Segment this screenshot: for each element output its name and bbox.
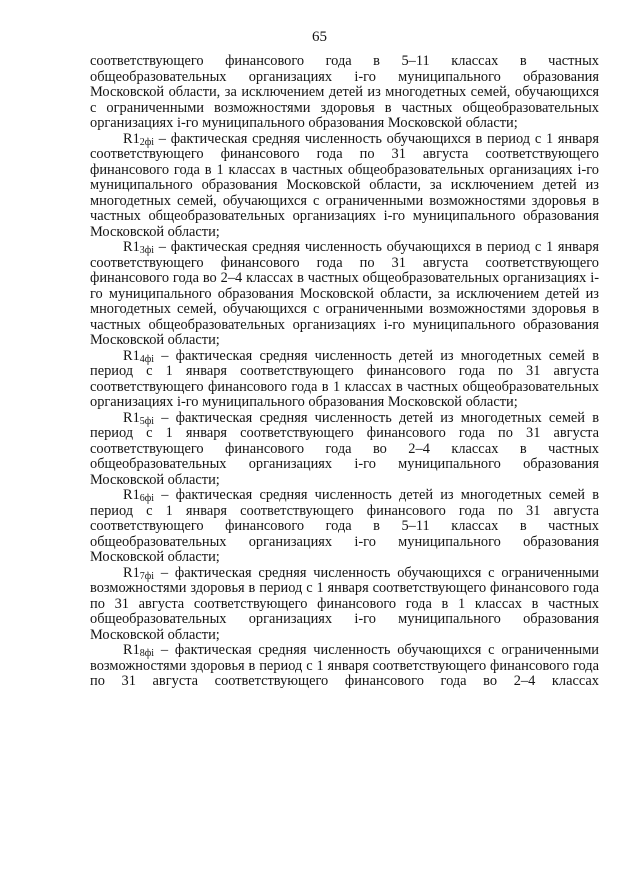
variable-symbol: $R1_{8фi}$ xyxy=(123,642,155,659)
paragraph-r1-7 xyxy=(90,566,599,644)
paragraph-text: – фактическая средняя численность обучающихся в период с 1 января соответствующего финансового года по 31 августа соответствующего финансового года в 1 классах в частных общеобразовательных организациях i-го муниципального образования Московской области, за исключением детей из многодетных семей, обучающихся с ограниченными возможностями здоровья в частных общеобразовательных организациях i-го муниципального образования Московской области; xyxy=(90,130,599,240)
paragraph-continuation xyxy=(90,54,599,132)
paragraph-text: – фактическая средняя численность обучающихся с ограниченными возможностями здоровья в период с 1 января соответствующего финансового года по 31 августа соответствующего финансового года в 1 классах в частных общеобразовательных организациях i-го муниципального образования Московской области; xyxy=(90,564,599,643)
variable-symbol: $R1_{2фi}$ xyxy=(123,130,155,148)
variable-symbol: $R1_{4фi}$ xyxy=(123,347,155,365)
variable-subscript: 5фi xyxy=(139,415,155,427)
paragraph-text: – фактическая средняя численность обучающихся в период с 1 января соответствующего финансового года по 31 августа соответствующего финансового года во 2–4 классах в частных общеобразовательных организациях i-го муниципального образования Московской области, за исключением детей из многодетных семей, обучающихся с ограниченными возможностями здоровья в частных общеобразовательных организациях i-го муниципального образования Московской области; xyxy=(90,239,599,348)
paragraph-r1-2 xyxy=(90,132,599,241)
paragraph-text: соответствующего финансового года в 5–11 классах в частных общеобразовательных организациях i-го муниципального образования Московской области, за исключением детей из многодетных семей, обучающихся с ограниченными возможностями здоровья в частных общеобразовательных организациях i-го муниципального образования Московской области; xyxy=(90,53,599,131)
variable-subscript: 6фi xyxy=(139,493,155,504)
paragraph-r1-6 xyxy=(90,488,599,566)
page-number: 65 xyxy=(312,29,327,45)
paragraph-text: – фактическая средняя численность детей из многодетных семей в период с 1 января соответствующего финансового года по 31 августа соответствующего финансового года в 5–11 классах в частных общеобразовательных организациях i-го муниципального образования Московской области; xyxy=(90,487,599,565)
variable-subscript: 2фi xyxy=(139,136,155,148)
variable-symbol: $R1_{5фi}$ xyxy=(123,409,155,427)
paragraph-text: – фактическая средняя численность детей из многодетных семей в период с 1 января соответствующего финансового года по 31 августа соответствующего финансового года во 2–4 классах в частных общеобразовательных организациях i-го муниципального образования Московской области; xyxy=(90,409,599,488)
paragraph-r1-8 xyxy=(90,643,599,690)
variable-subscript: 7фi xyxy=(139,570,155,582)
paragraph-text: – фактическая средняя численность детей из многодетных семей в период с 1 января соответствующего финансового года по 31 августа соответствующего финансового года в 1 классах в частных общеобразовательных организациях i-го муниципального образования Московской области; xyxy=(90,347,599,410)
paragraph-text: – фактическая средняя численность обучающихся с ограниченными возможностями здоровья в период с 1 января соответствующего финансового года по 31 августа соответствующего финансового года во 2–4 классах xyxy=(90,642,599,689)
variable-subscript: 8фi xyxy=(139,648,155,659)
paragraph-r1-5 xyxy=(90,411,599,489)
paragraph-r1-4 xyxy=(90,349,599,411)
variable-subscript: 4фi xyxy=(139,353,155,365)
paragraph-r1-3 xyxy=(90,240,599,349)
variable-symbol: $R1_{6фi}$ xyxy=(123,487,155,504)
variable-symbol: $R1_{7фi}$ xyxy=(123,564,155,582)
variable-symbol: $R1_{3фi}$ xyxy=(123,239,155,256)
document-body xyxy=(90,54,599,690)
variable-subscript: 3фi xyxy=(139,245,155,256)
